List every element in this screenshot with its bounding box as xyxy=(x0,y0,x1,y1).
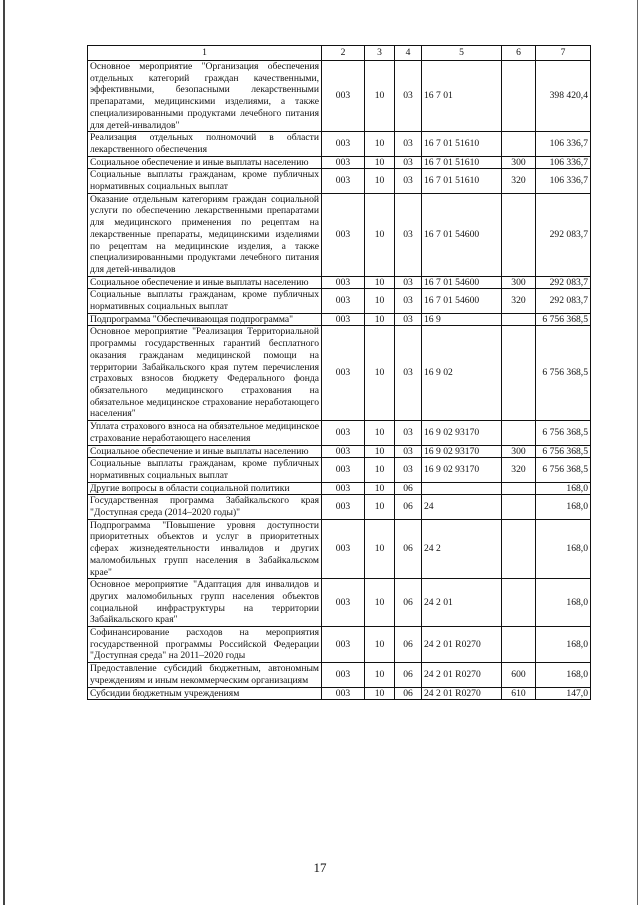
target-article-cell: 24 2 01 xyxy=(422,579,502,627)
code-cell: 003 xyxy=(322,579,365,627)
subsection-cell: 03 xyxy=(395,132,422,156)
code-cell: 003 xyxy=(322,313,365,326)
subsection-cell: 03 xyxy=(395,289,422,313)
subsection-cell: 03 xyxy=(395,326,422,421)
amount-cell: 168,0 xyxy=(536,579,591,627)
subsection-cell: 06 xyxy=(395,687,422,700)
code-cell: 003 xyxy=(322,663,365,687)
target-article-cell: 24 xyxy=(422,495,502,519)
expense-type-cell: 610 xyxy=(502,687,536,700)
target-article-cell: 16 9 02 93170 xyxy=(422,421,502,445)
section-cell: 10 xyxy=(365,132,395,156)
target-article-cell: 16 9 02 93170 xyxy=(422,445,502,458)
target-article-cell: 24 2 01 R0270 xyxy=(422,663,502,687)
target-article-cell: 16 7 01 51610 xyxy=(422,132,502,156)
section-cell: 10 xyxy=(365,276,395,289)
expense-type-cell: 300 xyxy=(502,445,536,458)
code-cell: 003 xyxy=(322,421,365,445)
code-cell: 003 xyxy=(322,193,365,276)
amount-cell: 6 756 368,5 xyxy=(536,326,591,421)
amount-cell: 398 420,4 xyxy=(536,61,591,132)
section-cell: 10 xyxy=(365,519,395,579)
section-cell: 10 xyxy=(365,169,395,193)
name-cell: Субсидии бюджетным учреждениям xyxy=(88,687,322,700)
table-row xyxy=(88,579,591,627)
table-row xyxy=(88,482,591,495)
name-cell: Подпрограмма "Повышение уровня доступности приоритетных объектов и услуг в приоритетных сферах жизнедеятельности инвалидов и других маломобильных групп населения в Забайкальском крае" xyxy=(88,519,322,579)
scan-left-edge xyxy=(3,0,5,905)
amount-cell: 106 336,7 xyxy=(536,156,591,169)
name-cell: Софинансирование расходов на мероприятия государственной программы Российской Федерации "Доступная среда" на 2011–2020 годы xyxy=(88,627,322,663)
code-cell: 003 xyxy=(322,169,365,193)
table-row xyxy=(88,445,591,458)
code-cell: 003 xyxy=(322,326,365,421)
section-cell: 10 xyxy=(365,61,395,132)
name-cell: Подпрограмма "Обеспечивающая подпрограмма" xyxy=(88,313,322,326)
code-cell: 003 xyxy=(322,482,365,495)
scan-right-edge xyxy=(637,0,638,905)
section-cell: 10 xyxy=(365,482,395,495)
section-cell: 10 xyxy=(365,289,395,313)
target-article-cell: 16 7 01 51610 xyxy=(422,156,502,169)
amount-cell: 292 083,7 xyxy=(536,289,591,313)
section-cell: 10 xyxy=(365,458,395,482)
amount-cell: 106 336,7 xyxy=(536,132,591,156)
name-cell: Предоставление субсидий бюджетным, автономным учреждениям и иным некоммерческим организациям xyxy=(88,663,322,687)
section-cell: 10 xyxy=(365,193,395,276)
expense-type-cell: 600 xyxy=(502,663,536,687)
code-cell: 003 xyxy=(322,445,365,458)
section-cell: 10 xyxy=(365,326,395,421)
target-article-cell: 24 2 01 R0270 xyxy=(422,627,502,663)
subsection-cell: 06 xyxy=(395,579,422,627)
subsection-cell: 06 xyxy=(395,519,422,579)
expense-type-cell xyxy=(502,193,536,276)
expense-type-cell: 300 xyxy=(502,276,536,289)
name-cell: Социальное обеспечение и иные выплаты населению xyxy=(88,156,322,169)
page-number: 17 xyxy=(313,860,327,875)
table-body xyxy=(88,61,591,700)
subsection-cell: 03 xyxy=(395,421,422,445)
target-article-cell: 16 9 02 93170 xyxy=(422,458,502,482)
target-article-cell: 16 7 01 54600 xyxy=(422,289,502,313)
expense-type-cell: 320 xyxy=(502,289,536,313)
code-cell: 003 xyxy=(322,627,365,663)
section-cell: 10 xyxy=(365,663,395,687)
section-cell: 10 xyxy=(365,421,395,445)
table-row xyxy=(88,61,591,132)
code-cell: 003 xyxy=(322,519,365,579)
table-row xyxy=(88,495,591,519)
column-header-1: 1 xyxy=(88,46,322,61)
target-article-cell: 24 2 01 R0270 xyxy=(422,687,502,700)
code-cell: 003 xyxy=(322,289,365,313)
code-cell: 003 xyxy=(322,687,365,700)
name-cell: Основное мероприятие "Реализация Территориальной программы государственных гарантий бесплатного оказания гражданам медицинской помощи на территории Забайкальского края путем перечисления страховых взносов бюджету Федерального фонда обязательного медицинского страхования на обязательное медицинское страхование неработающего населения" xyxy=(88,326,322,421)
column-header-3: 3 xyxy=(365,46,395,61)
expense-type-cell xyxy=(502,579,536,627)
expense-type-cell: 320 xyxy=(502,169,536,193)
table-row xyxy=(88,687,591,700)
amount-cell: 6 756 368,5 xyxy=(536,421,591,445)
code-cell: 003 xyxy=(322,458,365,482)
expense-type-cell: 300 xyxy=(502,156,536,169)
table-row xyxy=(88,289,591,313)
name-cell: Государственная программа Забайкальского края "Доступная среда (2014–2020 годы)" xyxy=(88,495,322,519)
section-cell: 10 xyxy=(365,156,395,169)
target-article-cell: 16 7 01 xyxy=(422,61,502,132)
table-header-row xyxy=(88,46,591,61)
section-cell: 10 xyxy=(365,313,395,326)
target-article-cell: 16 9 xyxy=(422,313,502,326)
name-cell: Оказание отдельным категориям граждан социальной услуги по обеспечению лекарственными препаратами для медицинского применения по рецептам на лекарственные препараты, медицинскими изделиями по рецептам на медицинские изделия, а также специализированными продуктами лечебного питания для детей-инвалидов xyxy=(88,193,322,276)
amount-cell: 292 083,7 xyxy=(536,276,591,289)
table-row xyxy=(88,663,591,687)
budget-table xyxy=(87,45,591,700)
subsection-cell: 06 xyxy=(395,482,422,495)
target-article-cell: 16 7 01 51610 xyxy=(422,169,502,193)
expense-type-cell xyxy=(502,519,536,579)
amount-cell: 6 756 368,5 xyxy=(536,313,591,326)
code-cell: 003 xyxy=(322,132,365,156)
subsection-cell: 03 xyxy=(395,276,422,289)
name-cell: Уплата страхового взноса на обязательное медицинское страхование неработающего населения xyxy=(88,421,322,445)
section-cell: 10 xyxy=(365,687,395,700)
section-cell: 10 xyxy=(365,495,395,519)
expense-type-cell xyxy=(502,482,536,495)
table-row xyxy=(88,169,591,193)
expense-type-cell xyxy=(502,61,536,132)
code-cell: 003 xyxy=(322,61,365,132)
table-row xyxy=(88,156,591,169)
table-row xyxy=(88,421,591,445)
name-cell: Другие вопросы в области социальной политики xyxy=(88,482,322,495)
table-row xyxy=(88,132,591,156)
name-cell: Социальные выплаты гражданам, кроме публичных нормативных социальных выплат xyxy=(88,458,322,482)
amount-cell: 106 336,7 xyxy=(536,169,591,193)
section-cell: 10 xyxy=(365,445,395,458)
amount-cell: 6 756 368,5 xyxy=(536,458,591,482)
expense-type-cell: 320 xyxy=(502,458,536,482)
column-header-6: 6 xyxy=(502,46,536,61)
column-header-7: 7 xyxy=(536,46,591,61)
name-cell: Реализация отдельных полномочий в области лекарственного обеспечения xyxy=(88,132,322,156)
expense-type-cell xyxy=(502,495,536,519)
name-cell: Основное мероприятие "Организация обеспечения отдельных категорий граждан качественными, эффективными, безопасными лекарственными препаратами, медицинскими изделиями, а также специализированными продуктами лечебного питания для детей-инвалидов" xyxy=(88,61,322,132)
column-header-4: 4 xyxy=(395,46,422,61)
target-article-cell: 24 2 xyxy=(422,519,502,579)
subsection-cell: 03 xyxy=(395,156,422,169)
amount-cell: 168,0 xyxy=(536,495,591,519)
amount-cell: 168,0 xyxy=(536,482,591,495)
target-article-cell: 16 9 02 xyxy=(422,326,502,421)
table-row xyxy=(88,326,591,421)
target-article-cell: 16 7 01 54600 xyxy=(422,193,502,276)
amount-cell: 292 083,7 xyxy=(536,193,591,276)
table-row xyxy=(88,458,591,482)
code-cell: 003 xyxy=(322,495,365,519)
subsection-cell: 03 xyxy=(395,313,422,326)
name-cell: Социальное обеспечение и иные выплаты населению xyxy=(88,445,322,458)
subsection-cell: 03 xyxy=(395,445,422,458)
expense-type-cell xyxy=(502,132,536,156)
expense-type-cell xyxy=(502,313,536,326)
amount-cell: 6 756 368,5 xyxy=(536,445,591,458)
amount-cell: 147,0 xyxy=(536,687,591,700)
subsection-cell: 06 xyxy=(395,627,422,663)
column-header-2: 2 xyxy=(322,46,365,61)
subsection-cell: 06 xyxy=(395,663,422,687)
table-row xyxy=(88,276,591,289)
table-row xyxy=(88,627,591,663)
name-cell: Социальные выплаты гражданам, кроме публичных нормативных социальных выплат xyxy=(88,289,322,313)
code-cell: 003 xyxy=(322,156,365,169)
expense-type-cell xyxy=(502,421,536,445)
amount-cell: 168,0 xyxy=(536,663,591,687)
section-cell: 10 xyxy=(365,627,395,663)
expense-type-cell xyxy=(502,326,536,421)
subsection-cell: 03 xyxy=(395,193,422,276)
section-cell: 10 xyxy=(365,579,395,627)
subsection-cell: 06 xyxy=(395,495,422,519)
table-row xyxy=(88,519,591,579)
subsection-cell: 03 xyxy=(395,169,422,193)
column-header-5: 5 xyxy=(422,46,502,61)
subsection-cell: 03 xyxy=(395,458,422,482)
name-cell: Основное мероприятие "Адаптация для инвалидов и других маломобильных групп населения объектов социальной инфраструктуры на территории Забайкальского края" xyxy=(88,579,322,627)
target-article-cell xyxy=(422,482,502,495)
target-article-cell: 16 7 01 54600 xyxy=(422,276,502,289)
code-cell: 003 xyxy=(322,276,365,289)
name-cell: Социальные выплаты гражданам, кроме публичных нормативных социальных выплат xyxy=(88,169,322,193)
table-row xyxy=(88,193,591,276)
amount-cell: 168,0 xyxy=(536,519,591,579)
subsection-cell: 03 xyxy=(395,61,422,132)
expense-type-cell xyxy=(502,627,536,663)
name-cell: Социальное обеспечение и иные выплаты населению xyxy=(88,276,322,289)
table-row xyxy=(88,313,591,326)
amount-cell: 168,0 xyxy=(536,627,591,663)
